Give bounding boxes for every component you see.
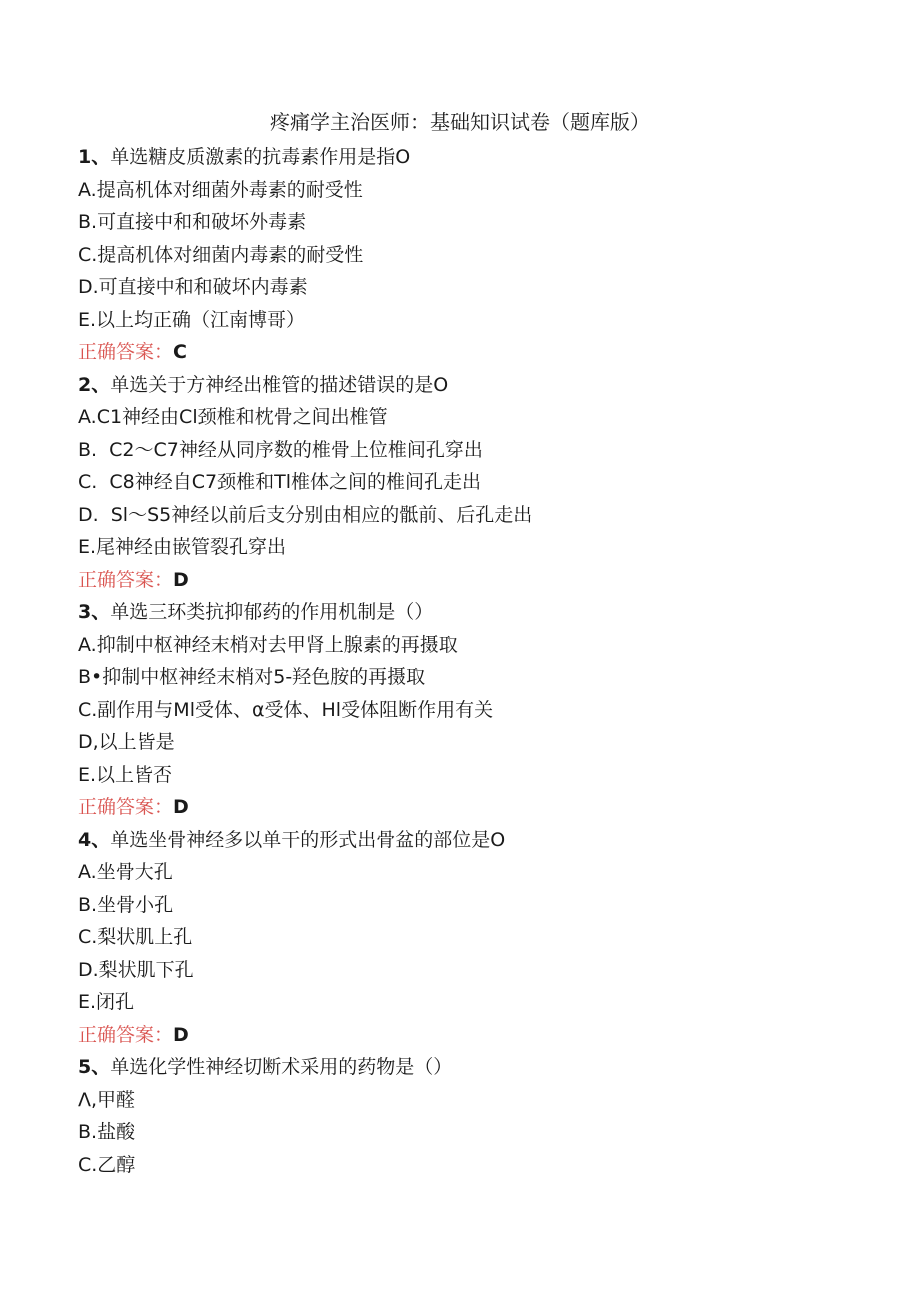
question-number: 2、 [78, 373, 111, 396]
option-d: D.可直接中和和破坏内毒素 [78, 276, 308, 298]
question-number: 5、 [78, 1056, 111, 1078]
question-text: 单选坐骨神经多以单干的形式出骨盆的部位是O [110, 828, 506, 851]
option-a: Λ,甲醛 [78, 1088, 136, 1111]
answer-value: D [173, 796, 189, 818]
document-title: 疼痛学主治医师：基础知识试卷（题库版） [270, 110, 650, 134]
option-a: A.坐骨大孔 [78, 861, 173, 883]
option-a: A.提高机体对细菌外毒素的耐受性 [78, 178, 363, 201]
question-number: 1、 [78, 146, 111, 168]
option-c: C.副作用与Ml受体、α受体、Hl受体阻断作用有关 [78, 698, 494, 721]
answer-label: 正确答案： [78, 1023, 174, 1046]
question-number: 3、 [78, 601, 111, 623]
question-stem [78, 596, 878, 629]
question-stem [78, 1051, 878, 1084]
question-stem [78, 369, 878, 402]
option-e: E.闭孔 [78, 991, 135, 1013]
option-e: E.尾神经由嵌管裂孔穿出 [78, 536, 287, 558]
option-b: B•抑制中枢神经末梢对5-羟色胺的再摄取 [78, 666, 426, 688]
question-list [78, 141, 878, 1181]
answer-value: D [173, 568, 189, 591]
correct-answer [78, 336, 878, 369]
question-stem [78, 824, 878, 857]
question-text: 单选关于方神经出椎管的描述错误的是O [110, 373, 449, 396]
answer-value: C [173, 341, 187, 363]
answer-label: 正确答案： [78, 341, 174, 363]
correct-answer [78, 564, 878, 597]
option-b: B. C2〜C7神经从同序数的椎骨上位椎间孔穿出 [78, 438, 483, 461]
option-a: A.抑制中枢神经末梢对去甲肾上腺素的再摄取 [78, 633, 458, 656]
option-d: D,以上皆是 [78, 731, 175, 753]
answer-label: 正确答案： [78, 796, 174, 818]
option-b: B.坐骨小孔 [78, 893, 174, 916]
option-c: C. C8神经自C7颈椎和Tl椎体之间的椎间孔走出 [78, 471, 481, 493]
answer-label: 正确答案： [78, 568, 174, 591]
option-c: C.梨状肌上孔 [78, 926, 193, 948]
option-a: A.C1神经由Cl颈椎和枕骨之间出椎管 [78, 406, 388, 428]
correct-answer [78, 1019, 878, 1052]
question-text: 单选化学性神经切断术采用的药物是（） [110, 1056, 453, 1078]
answer-value: D [173, 1023, 189, 1046]
option-d: D.梨状肌下孔 [78, 958, 194, 981]
option-b: B.盐酸 [78, 1121, 136, 1143]
question-number: 4、 [78, 828, 111, 851]
option-c: C.乙醇 [78, 1153, 136, 1176]
option-e: E.以上皆否 [78, 763, 173, 786]
option-d: D. Sl〜S5神经以前后支分别由相应的骶前、后孔走出 [78, 503, 533, 526]
question-text: 单选三环类抗抑郁药的作用机制是（） [110, 601, 434, 623]
option-b: B.可直接中和和破坏外毒素 [78, 211, 307, 233]
option-c: C.提高机体对细菌内毒素的耐受性 [78, 243, 364, 266]
question-text: 单选糖皮质激素的抗毒素作用是指O [110, 146, 411, 168]
correct-answer [78, 791, 878, 824]
question-stem [78, 141, 878, 174]
option-e: E.以上均正确（江南博哥） [78, 308, 306, 331]
